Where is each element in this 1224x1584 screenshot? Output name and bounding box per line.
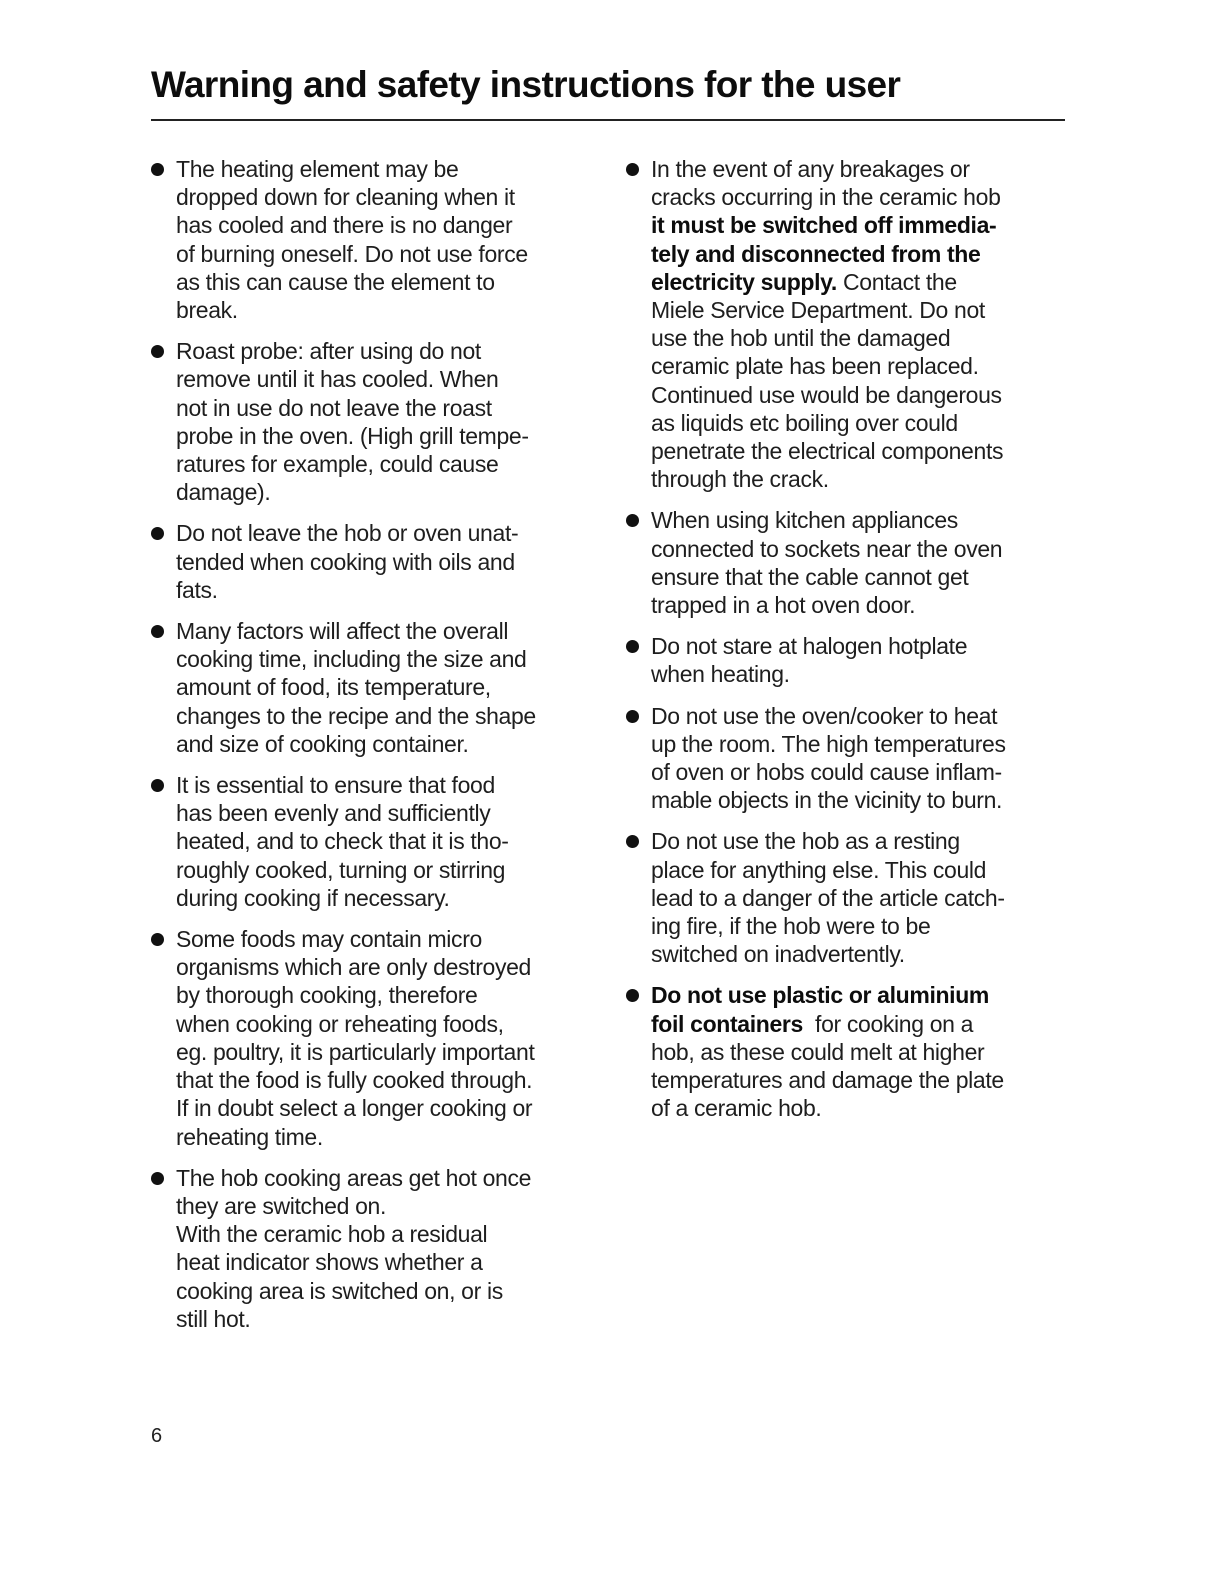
bullet-icon [151, 163, 164, 176]
right-plain-instruction-list [626, 506, 1066, 968]
bullet-icon [151, 933, 164, 946]
text-line: Some foods may contain micro [176, 926, 482, 953]
list-item [151, 519, 591, 604]
text-line: probe in the oven. (High grill tempe- [176, 422, 529, 449]
text-line: and size of cooking container. [176, 730, 469, 757]
text-line: ceramic plate has been replaced. [651, 353, 979, 380]
text-line: dropped down for cleaning when it [176, 184, 515, 211]
text-line: It is essential to ensure that food [176, 772, 495, 799]
text-line: Do not stare at halogen hotplate [651, 633, 968, 660]
text-line: has cooled and there is no danger [176, 212, 513, 239]
text-fragment: Contact the [836, 268, 957, 295]
text-line: break. [176, 297, 238, 324]
text-line: In the event of any breakages or [651, 156, 970, 182]
text-line: heat indicator shows whether a [176, 1249, 483, 1276]
text-line: cooking area is switched on, or is [176, 1277, 503, 1304]
list-item [151, 617, 591, 758]
bold-warning-text: tely and disconnected from the [651, 240, 981, 267]
text-line: reheating time. [176, 1123, 323, 1150]
text-line: cracks occurring in the ceramic hob [651, 184, 1001, 211]
text-line: mable objects in the vicinity to burn. [651, 787, 1003, 814]
text-line: ing fire, if the hob were to be [651, 913, 931, 940]
list-item [151, 925, 591, 1151]
list-item [626, 506, 1066, 619]
text-line: Do not use the hob as a resting [651, 828, 960, 855]
text-line: With the ceramic hob a residual [176, 1221, 488, 1248]
text-line: switched on inadvertently. [651, 941, 905, 968]
bullet-icon [626, 989, 639, 1002]
list-item [151, 337, 591, 506]
text-line: Do not use the oven/cooker to heat [651, 702, 998, 729]
text-line: place for anything else. This could [651, 856, 987, 883]
text-fragment: for cooking on a [802, 1010, 974, 1037]
list-item-containers-warning [626, 981, 1066, 1122]
title-divider [151, 119, 1065, 121]
text-line: ensure that the cable cannot get [651, 563, 969, 590]
list-item [151, 155, 591, 324]
bold-warning-text: electricity supply. [651, 268, 837, 295]
text-line: ratures for example, could cause [176, 451, 499, 478]
text-line: of burning oneself. Do not use force [176, 240, 528, 267]
text-line: connected to sockets near the oven [651, 535, 1003, 562]
bullet-icon [151, 779, 164, 792]
list-item-breakage-warning [626, 155, 1066, 493]
text-line: as liquids etc boiling over could [651, 409, 958, 436]
text-line: when heating. [651, 661, 790, 688]
text-line [651, 240, 1066, 268]
text-line [651, 268, 1066, 296]
text-line: lead to a danger of the article catch- [651, 884, 1005, 911]
text-line: not in use do not leave the roast [176, 394, 492, 421]
text-line: If in doubt select a longer cooking or [176, 1095, 533, 1122]
text-line: by thorough cooking, therefore [176, 982, 478, 1009]
bold-warning-text: it must be switched off immedia- [651, 212, 997, 239]
bullet-icon [151, 345, 164, 358]
list-item [151, 1164, 591, 1333]
left-column [151, 155, 591, 1346]
text-line: tended when cooking with oils and [176, 548, 515, 575]
text-line [651, 211, 1066, 239]
text-line: hob, as these could melt at higher [651, 1038, 985, 1065]
text-line: Do not leave the hob or oven unat- [176, 520, 519, 547]
bullet-icon [626, 710, 639, 723]
bullet-icon [151, 527, 164, 540]
right-final-list [626, 981, 1066, 1122]
page-number: 6 [151, 1425, 163, 1447]
bullet-icon [626, 835, 639, 848]
list-item [626, 827, 1066, 968]
text-line: use the hob until the damaged [651, 325, 951, 352]
text-line: Roast probe: after using do not [176, 338, 481, 365]
list-item [151, 771, 591, 912]
list-item [626, 702, 1066, 815]
text-line [651, 981, 1066, 1009]
text-line: Continued use would be dangerous [651, 381, 1002, 408]
text-line: as this can cause the element to [176, 268, 495, 295]
text-line: they are switched on. [176, 1192, 386, 1219]
text-line: Many factors will affect the overall [176, 618, 509, 645]
text-line: When using kitchen appliances [651, 507, 958, 534]
text-line: amount of food, its temperature, [176, 674, 491, 701]
text-line: up the room. The high temperatures [651, 730, 1006, 757]
right-column [626, 155, 1066, 1136]
text-line: organisms which are only destroyed [176, 954, 531, 981]
text-line: has been evenly and sufficiently [176, 800, 491, 827]
right-instruction-list [626, 155, 1066, 493]
text-line: roughly cooked, turning or stirring [176, 856, 506, 883]
bullet-icon [151, 625, 164, 638]
text-line: heated, and to check that it is tho- [176, 828, 509, 855]
text-line: The hob cooking areas get hot once [176, 1164, 532, 1191]
text-line: through the crack. [651, 466, 829, 493]
text-line: penetrate the electrical components [651, 438, 1004, 465]
page-title: Warning and safety instructions for the user [151, 64, 901, 105]
text-line: damage). [176, 479, 271, 506]
text-line: remove until it has cooled. When [176, 366, 499, 393]
left-instruction-list [151, 155, 591, 1333]
text-line: that the food is fully cooked through. [176, 1067, 533, 1094]
text-line: during cooking if necessary. [176, 884, 450, 911]
bold-warning-text: Do not use plastic or aluminium [651, 982, 990, 1009]
text-line: when cooking or reheating foods, [176, 1010, 504, 1037]
text-line: of a ceramic hob. [651, 1095, 822, 1122]
bold-warning-text: foil containers [651, 1010, 803, 1037]
bullet-icon [626, 163, 639, 176]
text-line: changes to the recipe and the shape [176, 702, 536, 729]
bullet-icon [151, 1172, 164, 1185]
text-line: eg. poultry, it is particularly important [176, 1038, 535, 1065]
text-line: fats. [176, 576, 218, 603]
text-line [651, 1010, 1066, 1038]
text-line: of oven or hobs could cause inflam- [651, 759, 1002, 786]
text-line: cooking time, including the size and [176, 646, 527, 673]
text-line: The heating element may be [176, 156, 459, 182]
text-line: trapped in a hot oven door. [651, 592, 916, 619]
text-line: still hot. [176, 1305, 251, 1332]
bullet-icon [626, 514, 639, 527]
bullet-icon [626, 640, 639, 653]
text-line: Miele Service Department. Do not [651, 297, 985, 324]
list-item [626, 632, 1066, 688]
text-line: temperatures and damage the plate [651, 1067, 1004, 1094]
